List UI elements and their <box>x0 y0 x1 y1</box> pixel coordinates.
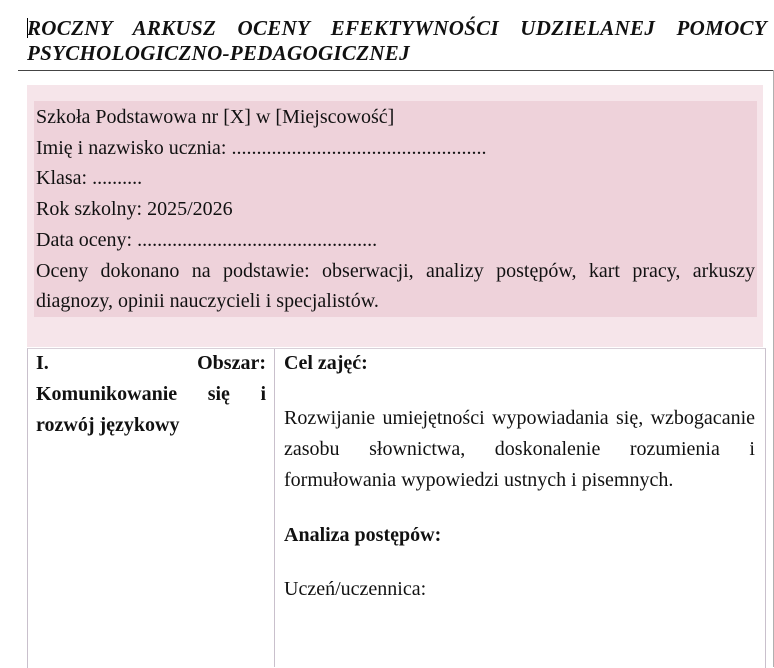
area-name-rest: rozwój językowy <box>36 414 180 436</box>
info-text[interactable] <box>36 102 755 317</box>
area-word-3: i <box>260 383 266 405</box>
goal-cell[interactable] <box>284 348 755 605</box>
area-word-2: się <box>207 383 230 405</box>
area-number: I. <box>36 352 49 374</box>
title-line-2: PSYCHOLOGICZNO-PEDAGOGICZNEJ <box>27 41 410 65</box>
student-line: Imię i nazwisko ucznia: ................................................... <box>36 136 487 159</box>
class-line: Klasa: .......... <box>36 167 143 190</box>
basis-line: Oceny dokonano na podstawie: obserwacji, analizy postępów, kart pracy, arkuszy diagnozy, opinii nauczycieli i specjalistów. <box>36 259 755 313</box>
school-line: Szkoła Podstawowa nr [X] w [Miejscowość] <box>36 106 395 128</box>
progress-heading: Analiza postępów: <box>284 524 442 546</box>
title-line-1: ROCZNY ARKUSZ OCENY EFEKTYWNOŚCI UDZIELANEJ POMOCY <box>27 16 767 40</box>
goal-heading: Cel zajęć: <box>284 352 368 374</box>
goal-text: Rozwijanie umiejętności wypowiadania się, wzbogacanie zasobu słownictwa, doskonalenie rozumienia i formułowania wypowiedzi ustnych i pisemnych. <box>284 407 755 491</box>
area-word-1: Komunikowanie <box>36 383 178 405</box>
area-cell[interactable] <box>36 348 266 441</box>
title-rule <box>18 70 774 71</box>
document-title <box>27 16 767 66</box>
area-label: Obszar: <box>197 352 266 374</box>
table-column-divider <box>274 349 275 667</box>
school-year-line: Rok szkolny: 2025/2026 <box>36 198 233 221</box>
progress-text: Uczeń/uczennica: <box>284 578 427 600</box>
date-line: Data oceny: ................................................ <box>36 228 378 251</box>
